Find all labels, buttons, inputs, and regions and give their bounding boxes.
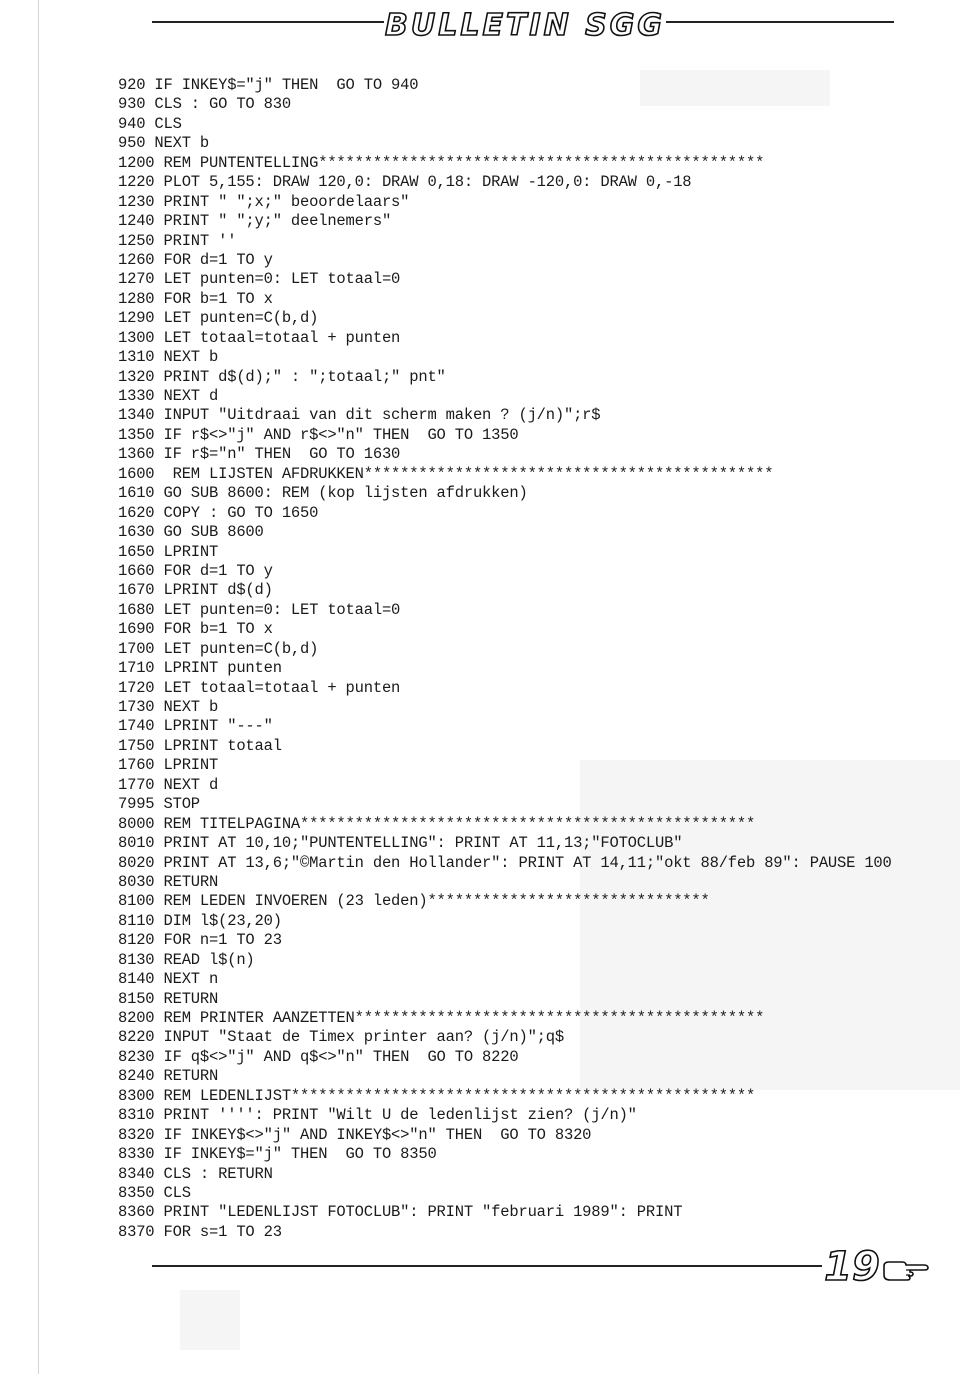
code-line: 8300 REM LEDENLIJST*************************************************** [118,1086,756,1105]
code-line: 1240 PRINT " ";y;" deelnemers" [118,212,392,231]
code-line: 8220 INPUT "Staat de Timex printer aan? (j/n)";q$ [118,1028,564,1047]
code-line: 1320 PRINT d$(d);" : ";totaal;" pnt" [118,367,446,386]
code-line: 1330 NEXT d [118,387,219,405]
code-line: 1280 FOR b=1 TO x [118,289,273,308]
code-line: 8330 IF INKEY$="j" THEN GO TO 8350 [118,1145,437,1164]
code-line: 940 CLS [118,114,182,133]
code-line: 8370 FOR s=1 TO 23 [118,1222,282,1241]
code-line: 1680 LET punten=0: LET totaal=0 [118,600,401,619]
code-line: 8020 PRINT AT 13,6;"©Martin den Hollander": PRINT AT 14,11;"okt 88/feb 89": PAUSE 100 [118,853,892,872]
code-line: 1730 NEXT b [118,698,219,716]
code-line: 8140 NEXT n [118,970,219,989]
code-line: 8200 REM PRINTER AANZETTEN********************************************* [118,1009,765,1027]
header-rule-left [152,21,384,23]
code-line: 8030 RETURN [118,872,219,891]
code-line: 8120 FOR n=1 TO 23 [118,931,282,950]
code-line: 1610 GO SUB 8600: REM (kop lijsten afdrukken) [118,484,528,503]
code-line: 8130 READ l$(n) [118,950,255,969]
code-line: 1360 IF r$="n" THEN GO TO 1630 [118,445,401,464]
code-line: 1290 LET punten=C(b,d) [118,309,319,328]
code-line: 8360 PRINT "LEDENLIJST FOTOCLUB": PRINT "februari 1989": PRINT [118,1203,683,1222]
code-line: 1220 PLOT 5,155: DRAW 120,0: DRAW 0,18: DRAW -120,0: DRAW 0,-18 [118,173,692,192]
code-line: 8310 PRINT '''': PRINT "Wilt U de ledenlijst zien? (j/n)" [118,1106,637,1125]
code-line: 1250 PRINT '' [118,231,237,250]
header-rule-right [666,21,894,23]
footer-rule [152,1265,822,1267]
code-line: 1310 NEXT b [118,348,219,367]
code-line: 1600 REM LIJSTEN AFDRUKKEN********************************************* [118,464,774,483]
code-line: 1740 LPRINT "---" [118,717,273,736]
pointing-hand-icon [880,1258,930,1282]
code-line: 8150 RETURN [118,989,219,1008]
code-line: 1770 NEXT d [118,775,219,794]
code-line: 1620 COPY : GO TO 1650 [118,503,319,522]
code-line: 930 CLS : GO TO 830 [118,95,291,114]
code-line: 8350 CLS [118,1183,191,1202]
code-line: 920 IF INKEY$="j" THEN GO TO 940 [118,76,419,94]
code-line: 8230 IF q$<>"j" AND q$<>"n" THEN GO TO 8220 [118,1047,519,1066]
code-line: 1720 LET totaal=totaal + punten [118,678,401,697]
code-line: 950 NEXT b [118,134,210,153]
code-line: 1350 IF r$<>"j" AND r$<>"n" THEN GO TO 1350 [118,425,519,444]
code-line: 8110 DIM l$(23,20) [118,911,282,930]
code-line: 8010 PRINT AT 10,10;"PUNTENTELLING": PRINT AT 11,13;"FOTOCLUB" [118,834,683,853]
code-line: 8340 CLS : RETURN [118,1164,273,1183]
code-line: 1700 LET punten=C(b,d) [118,639,319,658]
code-line: 1690 FOR b=1 TO x [118,620,273,639]
code-line: 1750 LPRINT totaal [118,736,282,755]
masthead-logo: BULLETIN SGG [385,7,665,43]
code-line: 7995 STOP [118,795,200,814]
code-line: 1630 GO SUB 8600 [118,523,264,542]
code-line: 1660 FOR d=1 TO y [118,561,273,580]
bleed-through-bottom [180,1290,240,1350]
code-line: 8240 RETURN [118,1067,219,1086]
binder-margin-line [38,0,39,1374]
code-line: 1260 FOR d=1 TO y [118,250,273,269]
basic-program-listing [118,76,958,1242]
code-line: 8100 REM LEDEN INVOEREN (23 leden)******************************* [118,892,710,911]
page-number: 19 [824,1244,880,1290]
code-line: 1650 LPRINT [118,542,219,561]
code-line: 8320 IF INKEY$<>"j" AND INKEY$<>"n" THEN GO TO 8320 [118,1125,592,1144]
code-line: 1300 LET totaal=totaal + punten [118,328,401,347]
code-line: 1670 LPRINT d$(d) [118,581,273,600]
code-line: 1710 LPRINT punten [118,659,282,678]
code-line: 1200 REM PUNTENTELLING************************************************* [118,153,765,172]
code-line: 1760 LPRINT [118,756,219,775]
code-line: 1270 LET punten=0: LET totaal=0 [118,270,401,289]
code-line: 8000 REM TITELPAGINA************************************************** [118,814,756,833]
code-line: 1230 PRINT " ";x;" beoordelaars" [118,192,410,211]
code-line: 1340 INPUT "Uitdraai van dit scherm maken ? (j/n)";r$ [118,406,601,425]
